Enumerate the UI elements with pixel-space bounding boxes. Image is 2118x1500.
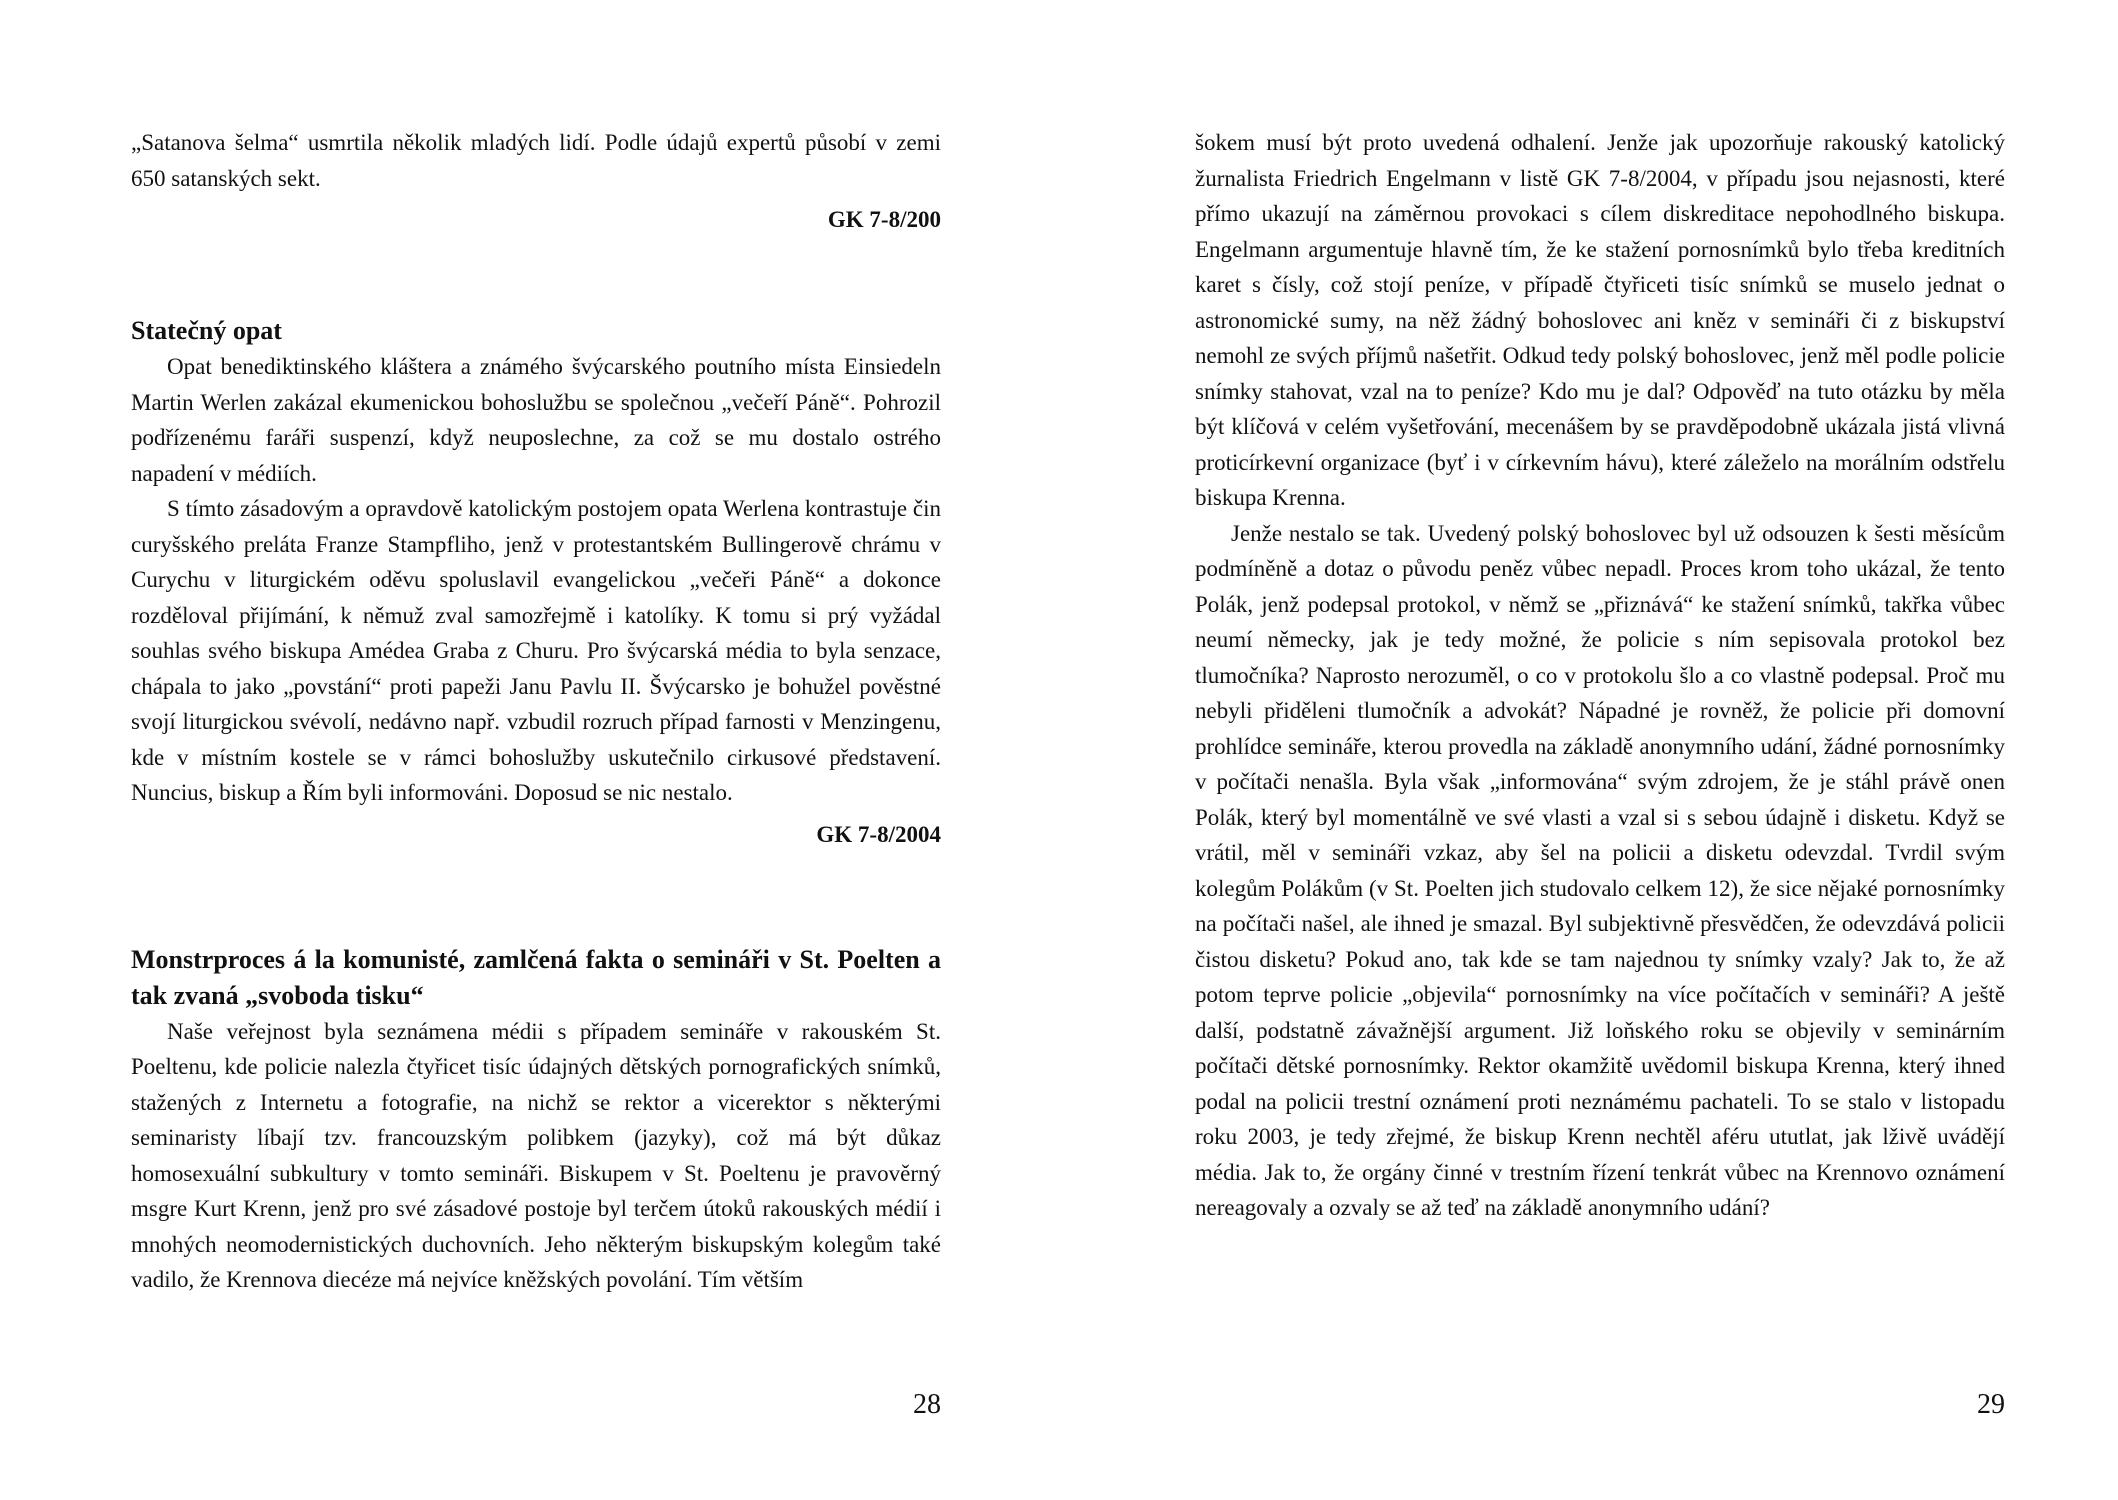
page-number: 28: [913, 1389, 941, 1420]
article1-paragraph-2: S tímto zásadovým a opravdově katolickým postojem opata Werlena kontrastuje čin curyšského preláta Franze Stampfliho, jenž v protestantském Bullingerově chrámu v Curychu v liturgickém oděvu spoluslavil evangelickou „večeři Páně“ a dokonce rozděloval přijímání, k němuž zval samozřejmě i katolíky. K tomu si prý vyžádal souhlas svého biskupa Amédea Graba z Churu. Pro švýcarská média to byla senzace, chápala to jako „povstání“ proti papeži Janu Pavlu II. Švýcarsko je bohužel pověstné svojí liturgickou svévolí, nedávno např. vzbudil rozruch případ farnosti v Menzingenu, kde v místním kostele se v rámci bohoslužby uskutečnilo cirkusové představení. Nuncius, biskup a Řím byli informováni. Doposud se nic nestalo.: [131, 496, 941, 805]
left-page: [131, 125, 941, 1425]
article-heading-show-trial: Monstrproces á la komunisté, zamlčená fakta o semináři v St. Poelten a tak zvaná „svoboda tisku“: [131, 944, 941, 1010]
intro-paragraph: „Satanova šelma“ usmrtila několik mladých lidí. Podle údajů expertů působí v zemi 650 satanských sekt.: [131, 130, 941, 191]
section-spacer: [131, 237, 941, 313]
section-spacer: [131, 852, 941, 942]
article1-paragraph-1: Opat benediktinského kláštera a známého švýcarského poutního místa Einsiedeln Martin Werlen zakázal ekumenickou bohoslužbu se společnou „večeří Páně“. Pohrozil podřízenému faráři suspenzí, když neuposlechne, za což se mu dostalo ostrého napadení v médiích.: [131, 354, 941, 486]
page-number: 29: [1977, 1389, 2005, 1420]
intro-source: GK 7-8/200: [827, 207, 941, 232]
right-page: [1195, 125, 2005, 1425]
article-heading-brave-abbot: Statečný opat: [131, 316, 282, 345]
article1-source: GK 7-8/2004: [816, 821, 941, 847]
continued-paragraph-1: šokem musí být proto uvedená odhalení. Jenže jak upozorňuje rakouský katolický žurnalista Friedrich Engelmann v listě GK 7-8/2004, v případu jsou nejasnosti, které přímo ukazují na záměrnou provokaci s cílem diskreditace nepohodlného biskupa. Engelmann argumentuje hlavně tím, že ke stažení pornosnímků bylo třeba kreditních karet s čísly, což stojí peníze, v případě čtyřiceti tisíc snímků se muselo jednat o astronomické sumy, na něž žádný bohoslovec ani kněz v semináři či z biskupství nemohl ze svých příjmů našetřit. Odkud tedy polský bohoslovec, jenž měl podle policie snímky stahovat, vzal na to peníze? Kdo mu je dal? Odpověď na tuto otázku by měla být klíčová v celém vyšetřování, mecenášem by se pravděpodobně ukázala jistá vlivná proticírkevní organizace (byť i v církevním hávu), které záleželo na morálním odstřelu biskupa Krenna.: [1195, 130, 2005, 510]
article2-paragraph-1: Naše veřejnost byla seznámena médii s případem semináře v rakouském St. Poeltenu, kde policie nalezla čtyřicet tisíc údajných dětských pornografických snímků, stažených z Internetu a fotografie, na nichž se rektor a vicerektor s některými seminaristy líbají tzv. francouzským polibkem (jazyky), což má být důkaz homosexuální subkultury v tomto semináři. Biskupem v St. Poeltenu je pravověrný msgre Kurt Krenn, jenž pro své zásadové postoje byl terčem útoků rakouských médií i mnohých neomodernistických duchovních. Jeho některým biskupským kolegům také vadilo, že Krennova diecéze má nejvíce kněžských povolání. Tím větším: [131, 1018, 941, 1292]
continued-paragraph-2: Jenže nestalo se tak. Uvedený polský bohoslovec byl už odsouzen k šesti měsícům podmíněně a dotaz o původu peněz vůbec nepadl. Proces krom toho ukázal, že tento Polák, jenž podepsal protokol, v němž se „přiznává“ ke stažení snímků, takřka vůbec neumí německy, jak je tedy možné, že policie s ním sepisovala protokol bez tlumočníka? Naprosto nerozuměl, o co v protokolu šlo a co vlastně podepsal. Proč mu nebyli přiděleni tlumočník a advokát? Nápadné je rovněž, že policie při domovní prohlídce semináře, kterou provedla na základě anonymního udání, žádné pornosnímky v počítači nenašla. Byla však „informována“ svým zdrojem, že je stáhl právě onen Polák, který byl momentálně ve své vlasti a vzal si s sebou údajně i disketu. Když se vrátil, měl v semináři vzkaz, aby šel na policii a disketu odevzdal. Tvrdil svým kolegům Polákům (v St. Poelten jich studovalo celkem 12), že sice nějaké pornosnímky na počítači našel, ale ihned je smazal. Byl subjektivně přesvědčen, že odevzdává policii čistou disketu? Pokud ano, tak kde se tam najednou ty snímky vzaly? Jak to, že až potom teprve policie „objevila“ pornosnímky na více počítačích v semináři? A ještě další, podstatně závažnější argument. Již loňského roku se objevily v seminárním počítači dětské pornosnímky. Rektor okamžitě uvědomil biskupa Krenna, který ihned podal na policii trestní oznámení proti neznámému pachateli. To se stalo v listopadu roku 2003, je tedy zřejmé, že biskup Krenn nechtěl aféru ututlat, jak lživě uvádějí média. Jak to, že orgány činné v trestním řízení tenkrát vůbec na Krennovo oznámení nereagovaly a ozvaly se až teď na základě anonymního udání?: [1195, 520, 2005, 1220]
